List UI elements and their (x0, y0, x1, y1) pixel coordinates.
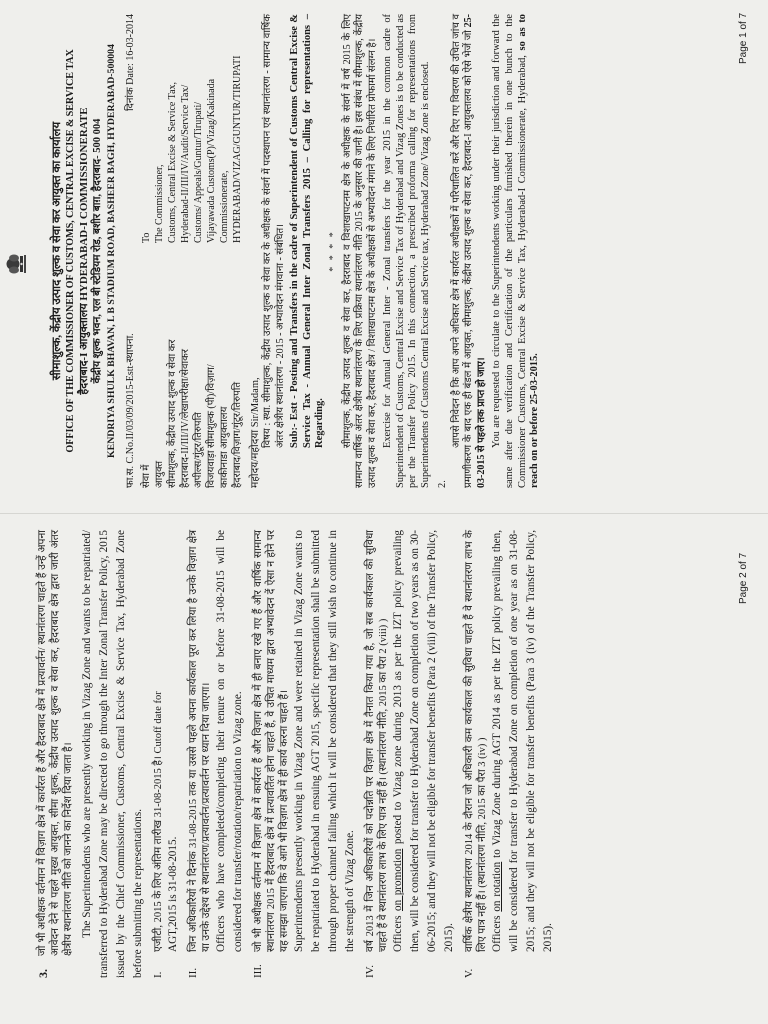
point-3-hindi: जो भी अधीक्षक वर्तमान में विज़ाग क्षेत्र में कार्यरत हैं और हैदराबाद क्षेत्र में प्रत्यावर्तन/ स्थानांतरण चाहते हैं उन्हें अपना आवेदन देने से पहले मुख्य आयुक्त, सीमा शुल्क, केंद्रीय उत्पाद शुल्क व सेवा कर, हैदराबाद क्षेत्र द्वारा जारी अंतर क्षेत्रीय स्थानांतरण नीति को जानने का निर्देश दिया जाता है। (37, 530, 74, 956)
to-label-hindi: सेवा में (141, 464, 152, 488)
addressee-block (140, 14, 244, 488)
list-item-hindi: वर्ष 2013 में जिन अधिकारियों को पदोन्नति पर विज़ाग क्षेत्र में तैनात किया गया है, जो सब कार्यकाल की सुविधा चाहते हैं वे स्थानांतरण लाभ के लिए पात्र नहीं हैं। (स्थानांतरण नीति, 2015 का पैरा 2 (viii) ) (365, 530, 389, 952)
addressee-line: विजयवाड़ा सीमाशुल्क (पी)/विज़ाग/ (206, 364, 217, 488)
subject-english: Sub:- Estt - Posting and Transfers in the cadre of Superintendent of Customs Central Excise & Service Tax - Annual General Inter Zonal Transfers 2015 – Calling for representations – Regarding. (289, 14, 325, 448)
page-number: Page 2 of 7 (738, 552, 749, 604)
paragraph-2-hindi: आपसे निवेदन है कि आप अपने अधिकार क्षेत्र में कार्यरत अधीक्षकों में परिचालित करें और दिए गए विवरण की उचित जांच व प्रमाणीकरण के बाद एक ही बंडल में आयुक्त, सीमाशुल्क, केंद्रीय उत्पाद शुल्क व सेवा कर, हैदराबाद-I आयुक्तालय को ऐसे भेजें जो 25-03-2015 से पहले तक प्राप्त हो जाए। (450, 13, 487, 488)
page-number: Page 1 of 7 (738, 12, 749, 64)
list-item-english: Superintendents presently working in Vizag Zone and were retained in Vizag Zone wants to be repatriated to Hyderabad in ensuing AGT 2015, specific representation shall be submitted through proper channel failing which it will be considered that they still wish to continue in the strength of Vizag Zone. (293, 530, 356, 952)
separator-stars: * * * * (327, 230, 339, 272)
addressee-line: The Commissioner, (154, 164, 165, 243)
addressee-line: अपील्स/गुंटूर/तिरुपति (193, 412, 204, 488)
office-address-hindi: केंद्रीय शुल्क भवन, एल बी स्टेडियम रोड, बशीर बाग़, हैदराबाद- 500 004 (92, 118, 103, 384)
list-item-4 (364, 530, 458, 978)
addressee-hindi (140, 251, 244, 488)
point-3-number: 3. (36, 969, 50, 978)
list-item-hindi: जो भी अधीक्षक वर्तमान में विज़ाग क्षेत्र में कार्यरत हैं और विज़ाग क्षेत्र में ही बनाए रखे गए हैं और वार्षिक सामान्य स्थानांतरण 2015 में हैदराबाद क्षेत्र में प्रत्यावर्तित होना चाहते हैं, वे उचित माध्यम द्वारा अभ्यावेदन दें ऐसा न होने पर यह समझा जाएगा कि वे आगे भी विज़ाग क्षेत्र में ही कार्य करना चाहते हैं। (253, 530, 290, 952)
paragraph-1-english: Exercise for Annual General Inter - Zonal transfers for the year 2015 in the common cadre of Superintendent of Customs, Central Excise and Service Tax of Hyderabad and Vizag Zones is to be conducted as per the Transfer Policy 2015. In this connection, a prescribed proforma calling for representations from Superintendents of Customs Central Excise and Service tax, Hyderabad Zone/ Vizag Zone is enclosed. (382, 14, 432, 488)
paragraph-2-number: 2. (436, 480, 448, 488)
addressee-line: आयुक्त (154, 460, 165, 488)
list-item-5 (463, 530, 557, 978)
list-item-english: Officers who have completed/completing their tenure on or before 31-08-2015 will be considered for transfer/rotation/repatriation to Vizag zone. (215, 530, 244, 952)
file-date-line (122, 14, 136, 488)
addressee-english (140, 14, 244, 251)
list-item-number: IV. (364, 965, 376, 978)
list-item-number: III. (252, 964, 264, 978)
addressee-line: सीमाशुल्क, केंद्रीय उत्पाद शुल्क व सेवा कर (167, 339, 178, 488)
paragraph-2-english: You are requested to circulate to the Superintendents working under their jurisdiction and forward the same after due verification and Certification of the particulars furnished therein in one bunch to the Commissioner Customs, Central Excise & Service Tax, Hyderabad-I Commissionerate, Hyderabad, so as to reach on or before 25-03-2015. (491, 14, 541, 488)
page-2 (0, 512, 768, 1024)
page-divider (0, 513, 768, 514)
list-item-number: V. (463, 968, 475, 978)
addressee-line: Customs/ Appeals/Guntur/Tirupati/ (193, 101, 204, 243)
point-3 (36, 530, 75, 978)
list-item-2 (187, 530, 247, 978)
to-label-english: To (141, 232, 152, 243)
addressee-line: HYDERABAD/VIZAG/GUNTUR/TIRUPATI (232, 55, 243, 243)
list-item-english: AGT,2015 is 31-08-2015. (167, 836, 179, 952)
office-title-english: OFFICE OF THE COMMISSIONER OF CUSTOMS, CENTRAL EXCISE & SERVICE TAX (65, 49, 76, 453)
list-item-hindi: वार्षिक क्षेत्रीय स्थानांतरण 2014 के दौरान जो अधिकारी कम कार्यकाल की सुविधा चाहते हैं वे स्थानांतरण लाभ के लिए पात्र नहीं हैं। (स्थानांतरण नीति, 2015 का पैरा 3 (iv) ) (464, 530, 488, 952)
addressee-line: हैदराबाद/विज़ाग/गुंटूर/तिरुपति (232, 381, 243, 488)
list-item-number: I. (152, 971, 164, 978)
deadline-english: so as to reach on or before 25-03-2015. (516, 14, 541, 488)
national-emblem-icon (4, 252, 30, 276)
office-title-hindi: सीमाशुल्क, केंद्रीय उत्पाद शुल्क व सेवा कर आयुक्त का कार्यालय (51, 121, 63, 381)
list-item-hindi: एजीटी, 2015 के लिए अंतिम तारीख 31-08-2015 है। Cutoff date for (153, 691, 164, 952)
addressee-line: हैदराबाद-II/III/IV/लेखापरीक्षा/सेवाकर (180, 349, 191, 488)
addressee-line: Hyderabad-II/III/IV/Audit/Service Tax/ (180, 84, 191, 243)
addressee-line: काकीनाडा आयुक्तालय (219, 406, 230, 488)
addressee-line: Commissionerate, (219, 170, 230, 243)
file-number: फा.स. C.No.II/03/09/2015-Estt-स्थापना. (125, 333, 136, 488)
addressee-line: Customs, Central Excise & Service Tax, (167, 81, 178, 243)
list-item-1 (152, 530, 182, 978)
letter-date: दिनांक Date: 16-03-2014 (125, 14, 136, 112)
salutation: महोदय/महोदया Sir/Madam, (250, 377, 261, 488)
addressee-line: Vijayawada Customs(P)/Vizag/Kakinada (206, 78, 217, 243)
list-item-3 (252, 530, 359, 978)
subject-hindi: विषय : स्था. सीमाशुल्क, केंद्रीय उत्पाद शुल्क व सेवा कर के अधीक्षक के संवर्ग में पदस्थापन एवं स्थानांतरण - सामान्य वार्षिक अंतर क्षेत्रीय स्थानांतरण - 2015 - अभ्यावेदन मंगवाना - संबंधित। (262, 14, 286, 448)
list-item-number: II. (187, 967, 199, 978)
commissionerate-name: हैदराबाद-I आयुक्तालय HYDERABAD-I COMMISSIONERATE (78, 107, 90, 395)
list-item-english: Officers on promotion posted to Vizag zone during 2013 as per the IZT policy prevailing then, will be considered for transfer to Hyderabad Zone on completion of two years as on 30-06-2015; and they will not be eligible for transfer benefits (Para 2 (viii) of the Transfer Policy, 2015). (392, 530, 455, 952)
point-3-english: The Superintendents who are presently working in Vizag Zone and wants to be repatriated/ transferred to Hyderabad Zone may be directed to go through the Inter Zonal Transfer Policy, 2015 issued by the Chief Commissioner, Customs, Central Excise & Service Tax, Hyderabad Zone before submitting the representations. (81, 530, 144, 978)
list-item-english: Officers on rotation to Vizag Zone during AGT 2014 as per the IZT policy prevailing then, will be considered for transfer to Hyderabad Zone on completion of one year as on 31-08-2015; and they will not be eligible for transfer benefits (Para 3 (iv) of the Transfer Policy, 2015). (491, 530, 554, 952)
paragraph-1-hindi: सीमाशुल्क, केंद्रीय उत्पाद शुल्क व सेवा कर, हैदराबाद व विशाखापटनम क्षेत्र के अधीक्षक के संवर्ग में वर्ष 2015 के लिए सामान्य वार्षिक अंतर क्षेत्रीय स्थानांतरण के लिए प्रक्रिया स्थानांतरण नीति 2015 के अनुसार की जानी है। इस संबंध में सीमाशुल्क, केंद्रीय उत्पाद शुल्क व सेवा कर, हैदराबाद क्षेत्र / विशाखापटनम क्षेत्र के अधीक्षकों से अभ्यावेदन मंगाने के लिए निर्धारित प्रोफार्मा संलग्न है। (341, 14, 378, 488)
deadline-hindi: 25-03-2015 से पहले तक प्राप्त हो जाए। (463, 13, 487, 488)
list-item-hindi: जिन अधिकारियों ने दिनांक 31-08-2015 तक या उससे पहले अपना कार्यकाल पूरा कर लिया है उनके विज़ाग क्षेत्र या उनके उद्देश्य से स्थानांतरण/प्रत्यावर्तन/प्रत्यावर्तन पर ध्यान दिया जाएगा। (188, 530, 212, 952)
office-address-english: KENDRIYA SHULK BHAVAN, L B STADIUM ROAD, BASHEER BAGH, HYDERABAD-500004 (106, 44, 117, 458)
